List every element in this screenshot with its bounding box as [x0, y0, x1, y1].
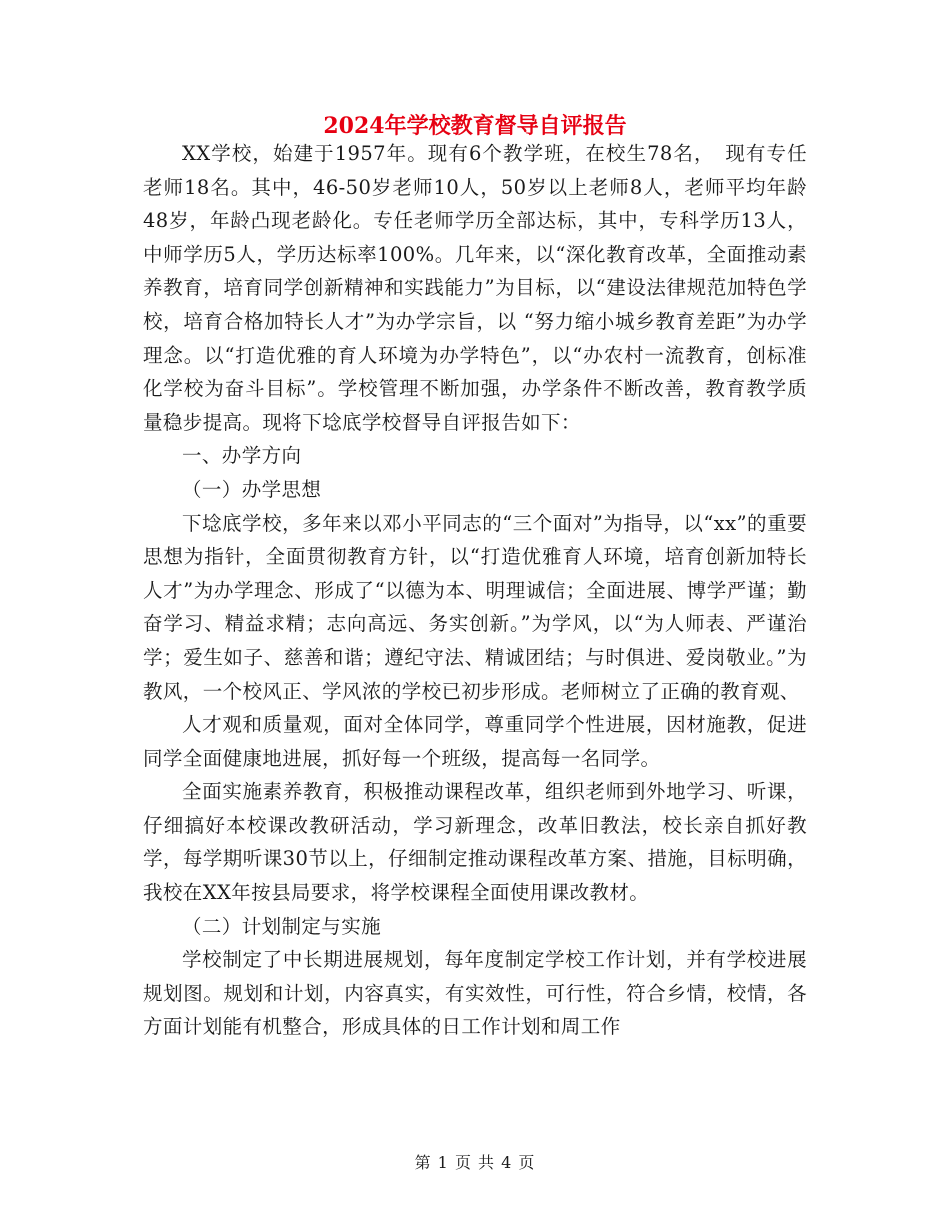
document-title: 2024年学校教育督导自评报告: [323, 113, 627, 139]
document-body: [143, 137, 807, 1044]
paragraph-philosophy: 下埝底学校，多年来以邓小平同志的“三个面对”为指导，以“xx”的重要思想为指针，全面贯彻教育方针，以“打造优雅育人环境，培育创新加特长人才”为办学理念、形成了“以德为本、明理诚信；全面进展、博学严谨；勤奋学习、精益求精；志向高远、务实创新。”为学风，以“为人师表、严谨治学；爱生如子、慈善和谐；遵纪守法、精诚团结；与时俱进、爱岗敬业。”为教风，一个校风正、学风浓的学校已初步形成。老师树立了正确的教育观、: [143, 511, 807, 703]
paragraph-intro: XX学校，始建于1957年。现有6个教学班，在校生78名， 现有专任老师18名。其中，46-50岁老师10人，50岁以上老师8人，老师平均年龄48岁，年龄凸现老龄化。专任老师学历全部达标，其中，专科学历13人，中师学历5人，学历达标率100%。几年来，以“深化教育改革，全面推动素养教育，培育同学创新精神和实践能力”为目标，以“建设法律规范加特色学校，培育合格加特长人才”为办学宗旨，以 “努力缩小城乡教育差距”为办学理念。以“打造优雅的育人环境为办学特色”，以“办农村一流教育，创标准化学校为奋斗目标”。学校管理不断加强，办学条件不断改善，教育教学质量稳步提高。现将下埝底学校督导自评报告如下：: [143, 142, 807, 434]
paragraph-talent-view: 人才观和质量观，面对全体同学，尊重同学个性进展，因材施教，促进同学全面健康地进展，抓好每一个班级，提高每一名同学。: [143, 713, 807, 770]
section-heading-1: 一、办学方向: [182, 444, 302, 468]
page-footer: 第 1 页 共 4 页: [414, 1153, 536, 1172]
subsection-heading-2: （二）计划制定与实施: [182, 914, 382, 938]
paragraph-reform: 全面实施素养教育，积极推动课程改革，组织老师到外地学习、听课，仔细搞好本校课改教研活动，学习新理念，改革旧教法，校长亲自抓好教学，每学期听课30节以上，仔细制定推动课程改革方案、措施，目标明确，我校在XX年按县局要求，将学校课程全面使用课改教材。: [143, 780, 807, 905]
subsection-heading-1: （一）办学思想: [182, 477, 322, 501]
paragraph-planning: 学校制定了中长期进展规划，每年度制定学校工作计划，并有学校进展规划图。规划和计划，内容真实，有实效性，可行性，符合乡情，校情，各方面计划能有机整合，形成具体的日工作计划和周工作: [143, 948, 807, 1039]
